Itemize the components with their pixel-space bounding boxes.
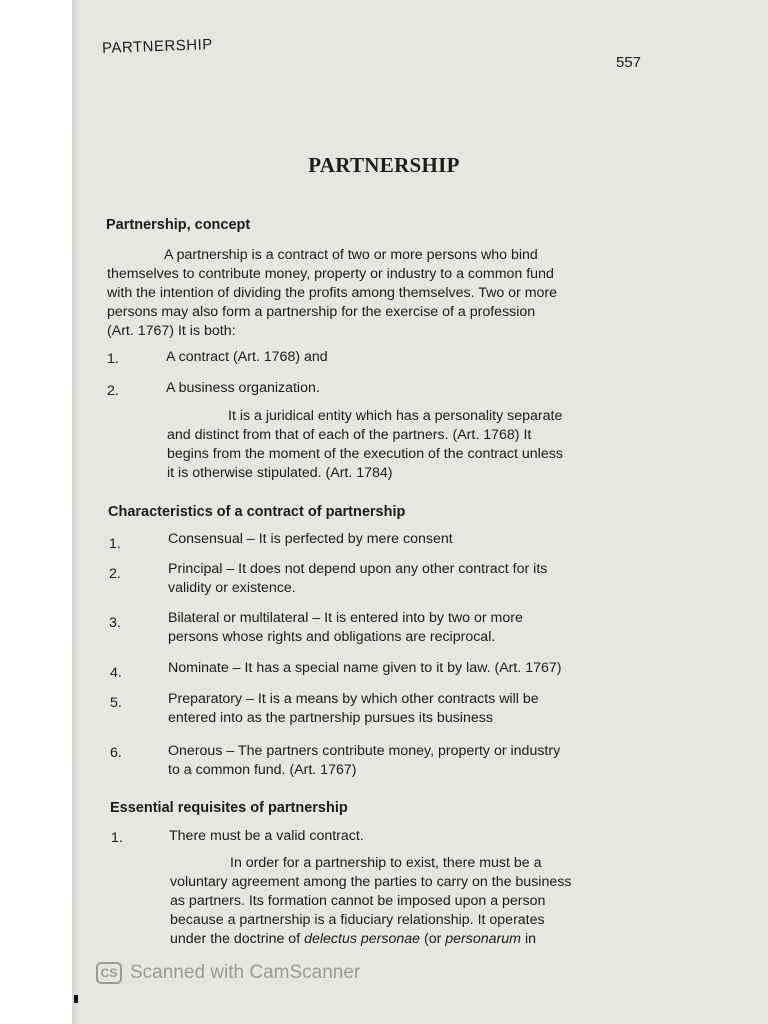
paragraph-line: with the intention of dividing the profits among themselves. Two or more [107,285,558,301]
watermark-text: Scanned with CamScanner [130,962,361,983]
list-item-number: 1. [111,830,123,846]
list-item-number: 3. [109,615,121,631]
list-item-text: to a common fund. (Art. 1767) [168,762,357,778]
page-title: PARTNERSHIP [308,153,460,177]
list-item-text: Principal – It does not depend upon any other contract for its [168,561,548,577]
text-segment: (or [420,931,446,947]
list-item-number: 2. [109,566,121,582]
list-item-text: Preparatory – It is a means by which other contracts will be [168,691,539,707]
list-item-number: 5. [110,695,122,711]
list-item-text: validity or existence. [168,580,296,596]
italic-term: personarum [445,931,521,947]
paragraph-line-last [170,932,536,946]
list-item-number: 2. [107,383,119,399]
paragraph-line: (Art. 1767) It is both: [107,323,236,339]
list-item-text: Consensual – It is perfected by mere consent [168,531,453,547]
list-item-text: persons whose rights and obligations are reciprocal. [168,629,496,645]
paragraph-line: because a partnership is a fiduciary relationship. It operates [170,912,545,928]
section-heading-requisites: Essential requisites of partnership [110,800,348,816]
scan-artifact-mark [74,995,78,1003]
paragraph-line: themselves to contribute money, property or industry to a common fund [107,266,554,282]
paragraph-line: begins from the moment of the execution of the contract unless [167,446,563,462]
page-number: 557 [616,54,642,71]
list-item-text: entered into as the partnership pursues its business [168,710,493,726]
list-item-text: A contract (Art. 1768) and [166,349,328,365]
running-head: PARTNERSHIP [101,36,214,57]
paragraph-line: In order for a partnership to exist, there must be a [230,855,542,871]
paragraph-line: A partnership is a contract of two or more persons who bind [164,247,538,263]
text-segment: in [521,931,536,947]
paragraph-line: voluntary agreement among the parties to carry on the business [170,874,572,890]
list-item-text: A business organization. [166,380,320,396]
list-item-number: 6. [110,745,122,761]
paragraph-line: and distinct from that of each of the partners. (Art. 1768) It [167,427,532,443]
paragraph-line: persons may also form a partnership for the exercise of a profession [107,304,536,320]
list-item-number: 4. [110,665,122,681]
camscanner-watermark [96,960,360,986]
paragraph-line: It is a juridical entity which has a personality separate [228,408,563,424]
list-item-number: 1. [107,351,119,367]
list-item-text: Onerous – The partners contribute money, property or industry [168,743,561,759]
list-item-text: Bilateral or multilateral – It is entered into by two or more [168,610,523,626]
section-heading-concept: Partnership, concept [106,217,251,233]
camscanner-logo-icon: CS [96,962,122,984]
paragraph-line: it is otherwise stipulated. (Art. 1784) [167,465,393,481]
paragraph-line: as partners. Its formation cannot be imposed upon a person [170,893,546,909]
list-item-text: There must be a valid contract. [169,828,364,844]
section-heading-characteristics: Characteristics of a contract of partnership [108,504,406,520]
list-item-text: Nominate – It has a special name given to it by law. (Art. 1767) [168,660,562,676]
list-item-number: 1. [109,536,121,552]
italic-term: delectus personae [304,931,421,947]
text-segment: under the doctrine of [170,931,305,947]
